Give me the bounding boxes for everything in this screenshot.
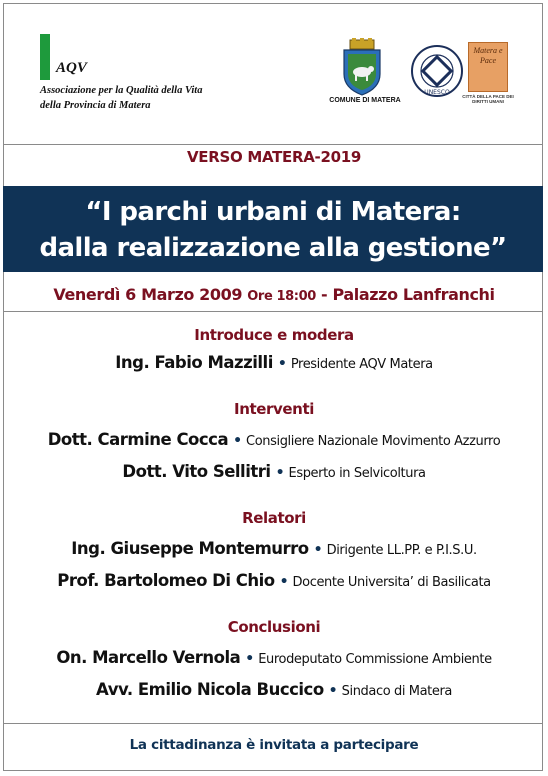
association-line-2: della Provincia di Matera <box>40 100 151 111</box>
speaker-role: Presidente AQV Matera <box>290 357 433 372</box>
speaker-role: Esperto in Selvicoltura <box>288 466 426 481</box>
association-name <box>40 83 202 113</box>
bullet: • <box>277 356 287 372</box>
event-date: Venerdì 6 Marzo 2009 <box>53 285 243 304</box>
matera-e-pace-caption: CITTÀ DELLA PACE DEI DIRITTI UMANI <box>462 94 514 104</box>
speaker-row <box>0 430 548 449</box>
speaker-name: Dott. Carmine Cocca <box>47 430 229 449</box>
unesco-world-heritage-icon <box>410 44 464 98</box>
event-venue: Palazzo Lanfranchi <box>332 285 495 304</box>
footer-divider <box>3 723 543 724</box>
header-divider <box>3 144 543 145</box>
speaker-role: Eurodeputato Commissione Ambiente <box>258 652 492 667</box>
speaker-name: On. Marcello Vernola <box>56 648 241 667</box>
aqv-logo-text: AQV <box>56 60 87 76</box>
speaker-role: Consigliere Nazionale Movimento Azzurro <box>246 434 501 449</box>
speaker-name: Ing. Giuseppe Montemurro <box>71 539 309 558</box>
title-line-1: “I parchi urbani di Matera: <box>85 197 461 227</box>
title-line-2: dalla realizzazione alla gestione” <box>39 233 507 263</box>
date-divider <box>3 311 543 312</box>
speaker-row <box>0 462 548 481</box>
speaker-role: Dirigente LL.PP. e P.I.S.U. <box>326 543 477 558</box>
bullet: • <box>275 465 285 481</box>
speaker-name: Prof. Bartolomeo Di Chio <box>57 571 275 590</box>
comune-caption: COMUNE DI MATERA <box>329 97 401 104</box>
bullet: • <box>313 542 323 558</box>
association-line-1: Associazione per la Qualità della Vita <box>40 85 203 96</box>
unesco-label: UNESCO <box>424 89 450 96</box>
section-heading-relatori: Relatori <box>242 509 306 527</box>
bullet: • <box>279 574 289 590</box>
bullet: • <box>328 683 338 699</box>
speaker-name: Avv. Emilio Nicola Buccico <box>96 680 324 699</box>
section-heading-interventi: Interventi <box>234 400 314 418</box>
speaker-role: Docente Universita’ di Basilicata <box>292 575 491 590</box>
series-label: VERSO MATERA-2019 <box>186 148 362 166</box>
aqv-logo-bar <box>40 34 50 80</box>
event-time: Ore 18:00 <box>247 289 316 304</box>
speaker-role: Sindaco di Matera <box>341 684 452 699</box>
date-line <box>0 285 548 304</box>
matera-e-pace-logo: Matera e Pace <box>468 42 508 92</box>
section-heading-introduce: Introduce e modera <box>194 326 354 344</box>
speaker-name: Dott. Vito Sellitri <box>122 462 271 481</box>
bullet: • <box>233 433 243 449</box>
comune-di-matera-crest-icon <box>340 38 384 96</box>
speaker-row <box>0 571 548 590</box>
invitation-text: La cittadinanza è invitata a partecipare <box>129 737 419 753</box>
speaker-row <box>0 680 548 699</box>
speaker-row <box>0 353 548 372</box>
section-heading-conclusioni: Conclusioni <box>227 618 321 636</box>
bullet: • <box>245 651 255 667</box>
date-separator: - <box>315 285 333 304</box>
speaker-row <box>0 539 548 558</box>
event-title <box>3 194 543 266</box>
speaker-row <box>0 648 548 667</box>
speaker-name: Ing. Fabio Mazzilli <box>115 353 273 372</box>
title-band <box>3 186 543 272</box>
